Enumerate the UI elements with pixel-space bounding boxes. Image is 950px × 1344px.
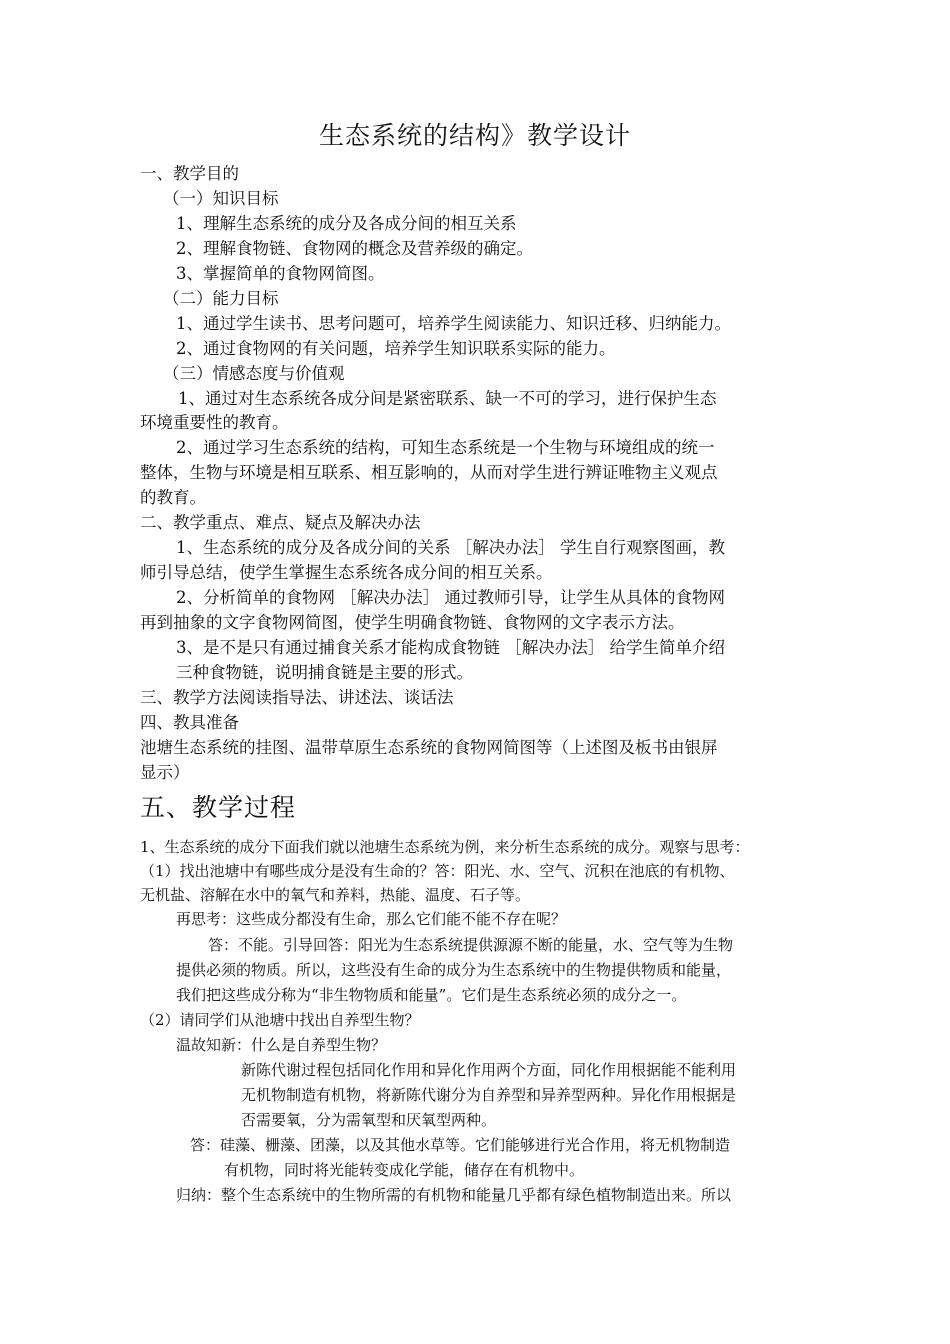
text-line: 1、通过对生态系统各成分间是紧密联系、缺一不可的学习，进行保护生态 (178, 389, 717, 408)
text-line: 提供必须的物质。所以，这些没有生命的成分为生态系统中的生物提供物质和能量， (176, 961, 732, 979)
text-line: 3、掌握简单的食物网简图。 (176, 264, 385, 283)
text-line: 答：不能。引导回答：阳光为生态系统提供源源不断的能量，水、空气等为生物 (208, 936, 734, 954)
subsection-heading: （三）情感态度与价值观 (163, 364, 345, 383)
text-line: （2）请同学们从池塘中找出自养型生物？ (140, 1011, 420, 1029)
text-line: 2、通过食物网的有关问题，培养学生知识联系实际的能力。 (176, 339, 616, 358)
text-line: 温故知新：什么是自养型生物？ (176, 1036, 387, 1054)
text-line: 的教育。 (140, 488, 206, 507)
text-line: 显示） (140, 763, 190, 782)
section-heading: 三、教学方法阅读指导法、讲述法、谈话法 (140, 688, 454, 707)
text-line: 再到抽象的文字食物网简图，使学生明确食物链、食物网的文字表示方法。 (140, 613, 685, 632)
subsection-heading: （一）知识目标 (163, 189, 279, 208)
text-line: 池塘生态系统的挂图、温带草原生态系统的食物网简图等（上述图及板书由银屏 (140, 738, 718, 757)
text-line: 环境重要性的教育。 (140, 413, 289, 432)
text-line: 我们把这些成分称为“非生物物质和能量”。它们是生态系统必须的成分之一。 (176, 986, 687, 1004)
text-line: 归纳：整个生态系统中的生物所需的有机物和能量几乎都有绿色植物制造出来。所以 (176, 1186, 732, 1204)
text-line: 再思考：这些成分都没有生命，那么它们能不能不存在呢？ (176, 910, 567, 928)
text-line: 师引导总结，使学生掌握生态系统各成分间的相互关系。 (140, 563, 553, 582)
text-line: 1、生态系统的成分及各成分间的关系 ［解决办法］ 学生自行观察图画，教 (176, 538, 725, 557)
section-heading: 一、教学目的 (140, 164, 239, 183)
text-line: 1、通过学生读书、思考问题可，培养学生阅读能力、知识迁移、归纳能力。 (176, 314, 731, 333)
text-line: 答：硅藻、栅藻、团藻，以及其他水草等。它们能够进行光合作用，将无机物制造 (190, 1136, 731, 1154)
subsection-heading: （二）能力目标 (163, 289, 279, 308)
text-line: 新陈代谢过程包括同化作用和异化作用两个方面，同化作用根据能不能利用 (241, 1061, 737, 1079)
text-line: 1、理解生态系统的成分及各成分间的相互关系 (176, 214, 517, 233)
section-heading-large: 五、教学过程 (140, 793, 297, 822)
text-line: 无机盐、溶解在水中的氧气和养料，热能、温度、石子等。 (140, 886, 531, 904)
text-line: 整体，生物与环境是相互联系、相互影响的，从而对学生进行辨证唯物主义观点 (140, 463, 718, 482)
text-line: 2、分析简单的食物网 ［解决办法］ 通过教师引导，让学生从具体的食物网 (176, 588, 725, 607)
text-line: 2、通过学习生态系统的结构，可知生态系统是一个生物与环境组成的统一 (176, 438, 715, 457)
section-heading: 二、教学重点、难点、疑点及解决办法 (140, 513, 421, 532)
text-line: 有机物，同时将光能转变成化学能，储存在有机物中。 (224, 1161, 585, 1179)
text-line: 无机物制造有机物，将新陈代谢分为自养型和异养型两种。异化作用根据是 (241, 1086, 737, 1104)
text-line: 1、生态系统的成分下面我们就以池塘生态系统为例，来分析生态系统的成分。观察与思考： (140, 838, 750, 856)
text-line: 3、是不是只有通过捕食关系才能构成食物链 ［解决办法］ 给学生简单介绍 (176, 638, 725, 657)
text-line: 否需要氧，分为需氧型和厌氧型两种。 (241, 1111, 497, 1129)
text-line: 2、理解食物链、食物网的概念及营养级的确定。 (176, 239, 533, 258)
section-heading: 四、教具准备 (140, 713, 239, 732)
text-line: （1）找出池塘中有哪些成分是没有生命的？答：阳光、水、空气、沉积在池底的有机物、 (140, 862, 735, 880)
text-line: 三种食物链，说明捕食链是主要的形式。 (176, 663, 473, 682)
document-title: 生态系统的结构》教学设计 (318, 121, 631, 150)
